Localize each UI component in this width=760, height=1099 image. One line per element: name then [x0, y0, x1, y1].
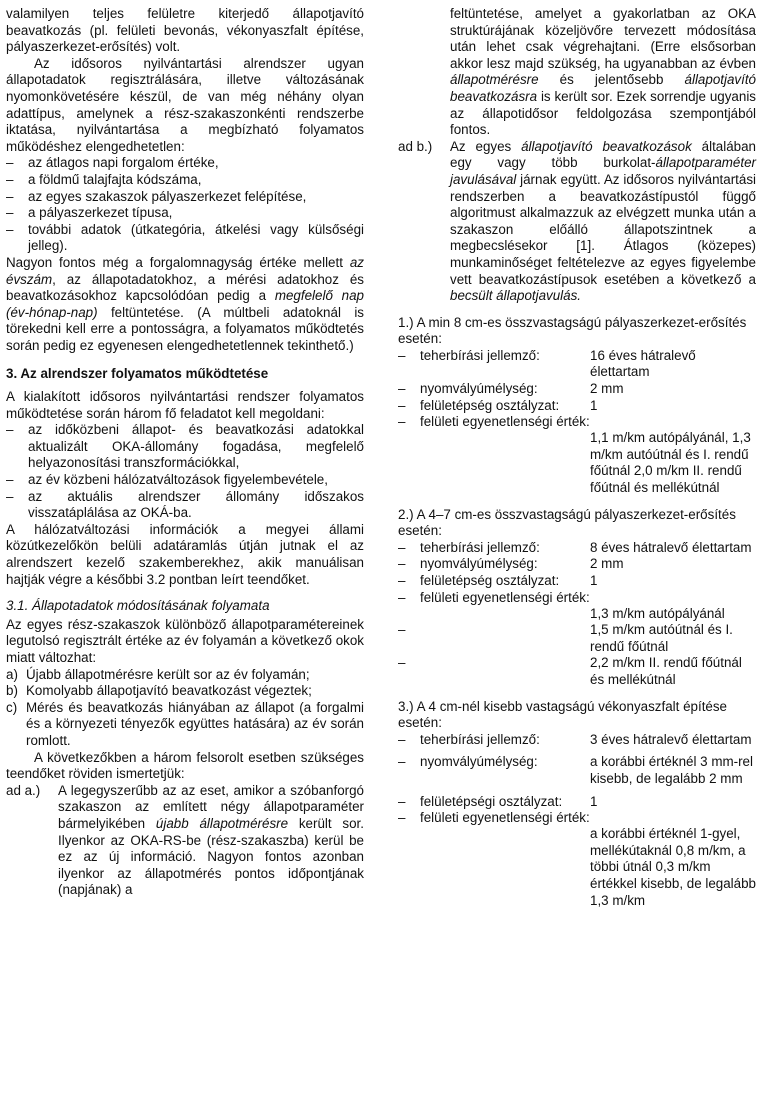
emphasis: az évszám	[6, 254, 364, 287]
list-item	[6, 222, 364, 255]
case-3-title: 3.) A 4 cm-nél kisebb vastagságú vékonyaszfalt építése esetén:	[398, 698, 727, 731]
case-1-title: 1.) A min 8 cm-es összvastagságú pályaszerkezet-erősítés esetén:	[398, 314, 747, 347]
value-key	[420, 622, 590, 655]
emphasis: újabb állapotmérésre	[155, 815, 289, 831]
dash-marker: –	[398, 731, 406, 747]
value-row	[398, 540, 756, 557]
text-run: járnak együtt. Az idősoros nyilvántartási rendszerben a beavatkozástípustól függő algoritmust alkalmazzuk az elvégzett munka után a szakaszon előálló állapotszintnek a megbecslésekor [1]. Átlagos (közepes) munkaminőséget feltételezve az egyes figyelembe vett beavatkozástípusok esetében a következő a	[450, 171, 756, 287]
value-text: 1,1 m/km autópályánál, 1,3 m/km autóútnál és I. rendű főútnál 2,0 m/km II. rendű főútnál és mellékútnál	[590, 430, 751, 496]
value-row	[398, 622, 756, 655]
value-row	[398, 655, 756, 688]
text-run: feltüntetése, amelyet a gyakorlatban az OKA struktúrájának közeljövőre tervezett módosítása után lehet csak végrehajtani. (Erre elsősorban akkor lesz majd szükség, ha ugyanabban az évben	[450, 6, 756, 71]
value-text: 2,2 m/km II. rendű főútnál és mellékútnál	[590, 655, 742, 687]
text-run: Nagyon fontos még a forgalomnagyság értéke mellett	[6, 254, 350, 270]
paragraph	[398, 6, 756, 139]
dash-marker: –	[398, 793, 406, 809]
text-run: , az állapotadatokhoz, a mérési adatokhoz és beavatkozásokhoz kapcsolódóan pedig a	[6, 271, 364, 304]
case-marker: ad b.)	[398, 138, 433, 154]
list-item	[6, 205, 364, 222]
list-item-text: az év közbeni hálózatváltozások figyelembevétele,	[28, 472, 328, 488]
dash-marker: –	[398, 539, 406, 555]
list-item	[6, 189, 364, 206]
value-text: 16 éves hátralevő élettartam	[590, 347, 696, 380]
emphasis: állapotjavító beavatkozásra	[450, 72, 756, 104]
value-key: teherbírási jellemző:	[420, 347, 540, 363]
value-key: felületépség osztályzat:	[420, 573, 560, 588]
case-1-values	[398, 348, 756, 497]
case-text	[450, 139, 756, 305]
list-item-text: további adatok (útkategória, átkelési vagy külsőségi jelleg).	[28, 221, 364, 254]
value-key: felületi egyenetlenségi érték:	[420, 810, 590, 826]
paragraph: A kialakított idősoros nyilvántartási rendszer folyamatos működtetése során három fő feladatot kell megoldani:	[6, 389, 364, 421]
reason-list	[6, 667, 364, 750]
value-key: felületépségi osztályzat:	[420, 793, 563, 809]
value-text: 1,5 m/km autóútnál és I. rendű főútnál	[590, 622, 733, 654]
dash-marker: –	[398, 655, 406, 671]
value-key: teherbírási jellemző:	[420, 731, 540, 747]
value-key	[420, 655, 590, 688]
list-item	[6, 422, 364, 472]
list-item-text: a pályaszerkezet típusa,	[28, 205, 173, 221]
subsection-heading: 3.1. Állapotadatok módosításának folyamata	[6, 598, 270, 614]
list-item	[6, 155, 364, 172]
emphasis: becsült állapotjavulás.	[450, 288, 582, 304]
dash-marker: –	[6, 472, 14, 488]
case-marker: ad a.)	[6, 782, 41, 798]
section-heading: 3. Az alrendszer folyamatos működtetése	[6, 366, 269, 382]
task-list	[6, 422, 364, 522]
value-key: teherbírási jellemző:	[420, 539, 540, 555]
paragraph	[6, 255, 364, 355]
value-row	[398, 573, 756, 590]
text-run: A legegyszerűbb az az eset, amikor a szóbanforgó szakaszon az említett négy állapotparaméter bármelyikében	[58, 782, 364, 831]
paragraph: A hálózatváltozási információk a megyei állami közútkezelőkön belüli adatáramlás útján jutnak el az alrendszert kezelő szakemberekhez, akik manuálisan hajtják végre a későbbi 3.2 pontban leírt teendőket.	[6, 521, 364, 587]
case-2-title: 2.) A 4–7 cm-es összvastagságú pályaszerkezet-erősítés esetén:	[398, 506, 736, 539]
text-run: Az egyes	[450, 138, 522, 154]
value-text: a korábbi értéknél 3 mm-rel kisebb, de legalább 2 mm	[590, 754, 753, 786]
dash-marker: –	[6, 422, 14, 438]
list-item-text: az átlagos napi forgalom értéke,	[28, 155, 219, 171]
list-item-text: az időközbeni állapot- és beavatkozási adatokkal aktualizált OKA-állomány fogadása, megfelelő helyazonosítási transzformációkkal,	[28, 422, 364, 471]
text-run: feltüntetése. (A múltbeli adatoknál is törekedni kell erre a pontosságra, a folyamatos működtetés során pedig ez egyenesen elengedhetetlennek tekinthető.)	[6, 304, 364, 353]
list-marker: c)	[6, 699, 18, 715]
list-item	[6, 472, 364, 489]
value-row	[398, 556, 756, 573]
value-row	[398, 810, 756, 909]
list-item-text: az aktuális alrendszer állomány időszakos visszatáplálása az OKÁ-ba.	[28, 488, 364, 521]
value-text: 1	[590, 397, 598, 413]
dash-marker: –	[398, 622, 406, 638]
emphasis: megfelelő nap (év-hónap-nap)	[6, 288, 364, 320]
emphasis: állapotparaméter javulásával	[450, 155, 756, 187]
value-text: 8 éves hátralevő élettartam	[590, 539, 752, 555]
value-text: 1,3 m/km autópályánál	[590, 605, 725, 621]
value-row	[398, 414, 756, 496]
case-text	[58, 783, 364, 899]
list-item	[6, 683, 364, 700]
value-key: nyomvályúmélység:	[420, 556, 538, 572]
value-row	[398, 590, 756, 623]
case-3-values	[398, 732, 756, 909]
value-row	[398, 348, 756, 381]
list-item-text: az egyes szakaszok pályaszerkezet felépítése,	[28, 188, 307, 204]
paragraph: Az egyes rész-szakaszok különböző állapotparamétereinek legutolsó regisztrált értéke az év folyamán a következő okok miatt változhat:	[6, 616, 364, 665]
value-key: felületi egyenetlenségi érték:	[420, 589, 590, 605]
value-row	[398, 732, 756, 749]
attribute-list	[6, 155, 364, 255]
dash-marker: –	[398, 810, 406, 826]
value-row	[398, 381, 756, 398]
dash-marker: –	[398, 754, 406, 770]
paragraph: Az idősoros nyilvántartási alrendszer ugyan állapotadatok regisztrálására, illetve változásának nyomonkövetésére készül, de van még néhány olyan adattípus, amelynek a rész-szakaszonkénti rendszerbe iktatása, nyilvántartása a megbízható folyamatos működéshez elengedhetetlen:	[6, 55, 364, 154]
list-marker: a)	[6, 666, 18, 682]
list-marker: b)	[6, 683, 18, 699]
dash-marker: –	[6, 488, 14, 504]
dash-marker: –	[6, 205, 14, 221]
paragraph: A következőkben a három felsorolt esetben szükséges teendőket röviden ismertetjük:	[6, 749, 364, 782]
dash-marker: –	[6, 171, 14, 187]
value-text: 2 mm	[590, 381, 624, 397]
text-run: is került sor. Ezek sorrendje ugyanis az állapotidősor feldolgozása szempontjából fontos.	[450, 88, 756, 138]
dash-marker: –	[398, 589, 406, 605]
value-text: 2 mm	[590, 556, 624, 572]
value-text: a korábbi értéknél 1-gyel, mellékútaknál 0,8 m/km, a többi útnál 0,3 m/km értékkel kisebb, de legalább 1,3 m/km	[590, 826, 757, 908]
case-b	[398, 139, 756, 305]
dash-marker: –	[6, 155, 14, 171]
value-key: nyomvályúmélység:	[420, 381, 538, 397]
list-item-text: Komolyabb állapotjavító beavatkozást végeztek;	[26, 683, 312, 699]
value-row	[398, 754, 756, 787]
value-key: felületépség osztályzat:	[420, 397, 560, 413]
paragraph: valamilyen teljes felületre kiterjedő állapotjavító beavatkozás (pl. felületi bevonás, vékonyaszfalt építése, pályaszerkezet-erősítés) volt.	[6, 6, 364, 55]
dash-marker: –	[398, 347, 406, 363]
case-2-values	[398, 540, 756, 689]
value-key: felületi egyenetlenségi érték:	[420, 414, 590, 430]
value-row	[398, 794, 756, 811]
emphasis: állapotjavító beavatkozások	[521, 138, 692, 154]
list-item-text: Újabb állapotmérésre került sor az év folyamán;	[26, 666, 310, 682]
dash-marker: –	[6, 221, 14, 237]
dash-marker: –	[398, 414, 406, 430]
dash-marker: –	[398, 556, 406, 572]
value-text: 1	[590, 573, 598, 588]
list-item	[6, 667, 364, 684]
list-item-text: a földmű talajfajta kódszáma,	[28, 171, 202, 187]
right-column	[398, 6, 756, 909]
list-item	[6, 172, 364, 189]
case-a	[6, 783, 364, 899]
emphasis: állapotmérésre	[450, 72, 539, 88]
text-run: általában egy vagy több burkolat-	[450, 138, 757, 171]
list-item-text: Mérés és beavatkozás hiányában az állapot (a forgalmi és a környezeti tényezők együttes hatására) az év során romlott.	[26, 699, 364, 748]
dash-marker: –	[6, 188, 14, 204]
dash-marker: –	[398, 381, 406, 397]
list-item	[6, 700, 364, 750]
left-column	[6, 6, 364, 899]
dash-marker: –	[398, 573, 406, 588]
text-run: és jelentősebb	[538, 72, 685, 88]
value-row	[398, 398, 756, 415]
dash-marker: –	[398, 397, 406, 413]
list-item	[6, 489, 364, 522]
value-text: 1	[590, 793, 598, 809]
text-run: került sor. Ilyenkor az OKA-RS-be (rész-szakaszba) kerül be ez az új információ. Nagyon fontos azonban ilyenkor az állapotmérés pontos időpontjának (napjának) a	[58, 815, 364, 898]
value-key: nyomvályúmélység:	[420, 754, 538, 770]
value-text: 3 éves hátralevő élettartam	[590, 731, 752, 747]
